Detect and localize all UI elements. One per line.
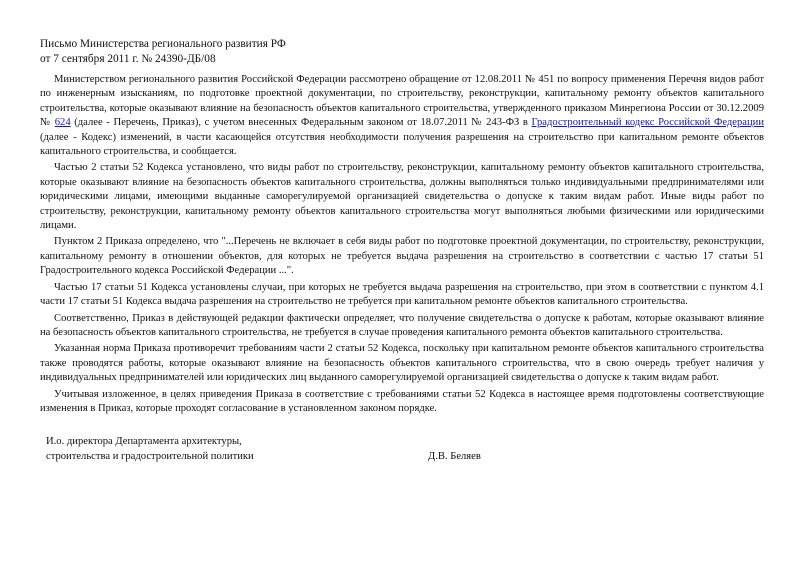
paragraph-1-text-end: (далее - Кодекс) изменений, в части касающейся отсутствия необходимости получения разрешения на строительство при капитальном ремонте объектов капитального строительства, и сообщается. — [40, 131, 764, 158]
paragraph-7: Учитывая изложенное, в целях приведения Приказа в соответствие с требованиями статьи 52 Кодекса в настоящее время подготовлены соответствующие изменения в Приказ, которые проходят согласование в установленном законом порядке. — [40, 388, 764, 414]
paragraph-6: Указанная норма Приказа противоречит требованиям части 2 статьи 52 Кодекса, поскольку при капитальном ремонте объектов капитального строительства также проводятся работы, которые оказывают влияние на безопасность объектов капитального строительства, что в свою очередь требует наличия у индивидуальных предпринимателей или юридических лиц выданного саморегулируемой организацией свидетельства о допуске к таким видам работ. — [40, 343, 764, 384]
signature-block — [46, 434, 546, 464]
paragraph-4: Частью 17 статьи 51 Кодекса установлены случаи, при которых не требуется выдача разрешения на строительство, при этом в соответствии с пунктом 4.1 части 17 статьи 51 Кодекса выдача разрешения на строительство не требуется при капитальном ремонте объектов капитального строительства. — [40, 281, 764, 308]
order-624-link[interactable]: 624 — [54, 117, 71, 129]
paragraph-1-text-middle: (далее - Перечень, Приказ), с учетом внесенных Федеральным законом от 18.07.2011 № 243-ФЗ в — [70, 117, 532, 129]
document-title-line-2: от 7 сентября 2011 г. № 24390-ДБ/08 — [40, 53, 216, 65]
paragraph-1-text-start: Министерством регионального развития Российской Федерации рассмотрено обращение от 12.08.2011 № 451 по вопросу применения Перечня видов работ по инженерным изысканиям, по подготовке проектной документации, по строительству, реконструкции, капитальному ремонту объектов капитального строительства, которые оказывают влияние на безопасность объектов капитального строительства, утвержденного приказом Минрегиона России от 30.12.2009 № — [40, 74, 764, 129]
signatory-position-line-1: И.о. директора Департамента архитектуры, — [46, 436, 242, 447]
signatory-position-line-2: строительства и градостроительной политики — [46, 451, 254, 462]
document-header — [40, 37, 286, 67]
paragraph-1 — [40, 73, 764, 159]
signatory-name: Д.В. Беляев — [428, 451, 481, 462]
document-body — [40, 73, 764, 418]
paragraph-2: Частью 2 статьи 52 Кодекса установлено, что виды работ по строительству, реконструкции, капитальному ремонту объектов капитального строительства, которые оказывают влияние на безопасность объектов капитального строительства, должны выполняться только индивидуальными предпринимателями или юридическими лицами, имеющими выданные саморегулируемой организацией свидетельства о допуске к таким видам работ. Иные виды работ по строительству, реконструкции, капитальному ремонту объектов капитального строительства могут выполняться любыми физическими или юридическими лицами. — [40, 162, 764, 232]
document-title-line-1: Письмо Министерства регионального развития РФ — [40, 38, 286, 50]
paragraph-3: Пунктом 2 Приказа определено, что "...Перечень не включает в себя виды работ по подготовке проектной документации, по строительству, реконструкции, капитальному ремонту в отношении объектов, для которых не требуется выдача разрешения на строительство в соответствии с частью 17 статьи 51 Градостроительного кодекса Российской Федерации ...". — [40, 236, 764, 277]
paragraph-5: Соответственно, Приказ в действующей редакции фактически определяет, что получение свидетельства о допуске к работам, которые оказывают влияние на безопасность объектов капитального строительства, не требуется в случае проведения капитального ремонта объектов капитального строительства. — [40, 312, 764, 338]
urban-planning-code-link[interactable]: Градостроительный кодекс Российской Федерации — [531, 117, 764, 129]
